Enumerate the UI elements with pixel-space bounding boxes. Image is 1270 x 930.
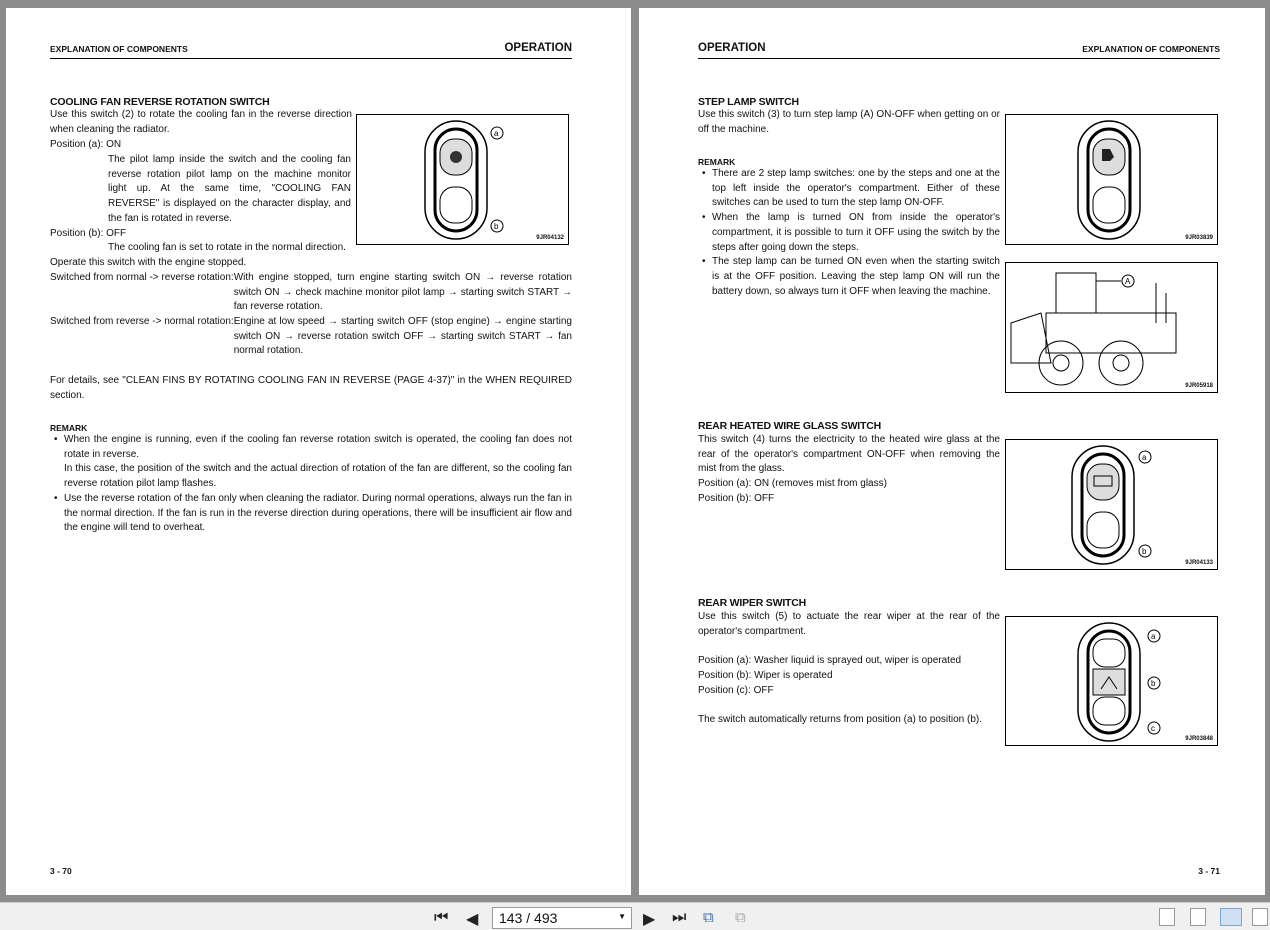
figure-code: 9JR03848	[1185, 736, 1213, 742]
svg-text:a: a	[494, 129, 499, 138]
position-b-text: The cooling fan is set to rotate in the normal direction.	[108, 242, 346, 253]
header-rule	[698, 58, 1220, 59]
rear-heated-position-b: Position (b): OFF	[698, 493, 775, 504]
svg-text:b: b	[1151, 679, 1156, 688]
section-title: COOLING FAN REVERSE ROTATION SWITCH	[50, 96, 270, 108]
wiper-switch-icon	[1006, 617, 1217, 745]
intro-text: Use this switch (2) to rotate the cooling fan in the reverse direction when cleaning the radiator.	[50, 109, 352, 135]
figure-code: 9JR04133	[1185, 560, 1213, 566]
last-page-button[interactable]: ⏭	[672, 909, 687, 926]
switch-figure	[356, 114, 569, 245]
remark-heading: REMARK	[50, 423, 88, 433]
rear-heated-title: REAR HEATED WIRE GLASS SWITCH	[698, 420, 882, 432]
procedure-label: Switched from reverse -> normal rotation:	[50, 316, 234, 327]
rear-wiper-position-c: Position (c): OFF	[698, 685, 774, 696]
rear-wiper-figure	[1005, 616, 1218, 746]
go-back-view-icon[interactable]: ⧉	[703, 909, 714, 926]
header-section: EXPLANATION OF COMPONENTS	[1082, 44, 1220, 54]
header-chapter: OPERATION	[504, 42, 572, 54]
remark-item: • The step lamp can be turned ON even when the starting switch is at the OFF position. Leaving the step lamp ON will run the battery down, so always turn it OFF when leaving the machine.	[698, 255, 1000, 299]
step-switch-figure	[1005, 114, 1218, 245]
rear-wiper-position-a: Position (a): Washer liquid is sprayed out, wiper is operated	[698, 655, 962, 666]
remark-list	[698, 167, 1000, 299]
figure-callout: A	[1125, 277, 1131, 286]
rocker-switch-icon	[357, 115, 568, 244]
remark-heading: REMARK	[698, 157, 736, 167]
position-a-label: Position (a): ON	[50, 139, 122, 150]
svg-text:b: b	[1142, 547, 1147, 556]
svg-text:c: c	[1151, 724, 1155, 733]
remark-list	[50, 433, 572, 536]
remark-item: • Use the reverse rotation of the fan only when cleaning the radiator. During normal operations, always run the fan in the normal direction. If the fan is run in the reverse direction during operations, there will be insufficient air flow and the engine will tend to overheat.	[50, 492, 572, 536]
header-rule	[50, 58, 572, 59]
rear-wiper-title: REAR WIPER SWITCH	[698, 597, 807, 609]
switch-procedure-1	[50, 271, 572, 315]
figure-code: 9JR05918	[1185, 383, 1213, 389]
position-b-label: Position (b): OFF	[50, 228, 127, 239]
single-page-view-button[interactable]	[1159, 908, 1175, 926]
header-chapter: OPERATION	[698, 42, 766, 54]
viewer-toolbar	[0, 902, 1270, 930]
previous-page-button[interactable]: ◀	[466, 911, 479, 928]
left-page	[6, 8, 631, 895]
rear-heated-intro: This switch (4) turns the electricity to the heated wire glass at the rear of the operator's compartment ON-OFF when removing the mist from the glass.	[698, 434, 1000, 475]
page-indicator: 143 / 493	[499, 910, 558, 926]
remark-item: • When the lamp is turned ON from inside the operator's compartment, it is possible to turn it OFF using the switch by the steps after going down the steps.	[698, 211, 1000, 255]
go-forward-view-icon[interactable]: ⧉	[735, 909, 746, 926]
procedure-text: Engine at low speed → starting switch OFF (stop engine) → engine starting switch ON → reverse rotation switch OFF → starting switch START → fan normal rotation.	[233, 316, 572, 357]
first-page-button[interactable]: ⏮	[434, 909, 449, 926]
rear-heated-figure	[1005, 439, 1218, 570]
two-page-continuous-view-button[interactable]	[1252, 908, 1268, 926]
figure-code: 9JR04132	[536, 235, 564, 241]
procedure-label: Switched from normal -> reverse rotation:	[50, 272, 234, 283]
svg-text:b: b	[494, 222, 499, 231]
procedure-text: With engine stopped, turn engine starting switch ON → reverse rotation switch ON → check machine monitor pilot lamp → starting switch START → fan reverse rotation.	[233, 272, 572, 313]
remark-item: • When the engine is running, even if the cooling fan reverse rotation switch is operated, the cooling fan does not rotate in reverse.	[50, 433, 572, 462]
machine-figure	[1005, 262, 1218, 393]
page-number: 3 - 71	[1198, 866, 1220, 876]
step-lamp-intro: Use this switch (3) to turn step lamp (A) ON-OFF when getting on or off the machine.	[698, 109, 1000, 135]
wheel-loader-illustration	[1006, 263, 1217, 392]
page-number: 3 - 70	[50, 866, 72, 876]
svg-text:a: a	[1142, 453, 1147, 462]
right-page	[639, 8, 1265, 895]
header-section: EXPLANATION OF COMPONENTS	[50, 44, 188, 54]
rear-wiper-intro: Use this switch (5) to actuate the rear wiper at the rear of the operator's compartment.	[698, 611, 1000, 637]
rear-wiper-position-b: Position (b): Wiper is operated	[698, 670, 833, 681]
step-lamp-switch-icon	[1006, 115, 1217, 244]
figure-code: 9JR03839	[1185, 235, 1213, 241]
rear-heated-position-a: Position (a): ON (removes mist from glass)	[698, 478, 887, 489]
chevron-down-icon: ▼	[618, 912, 626, 921]
switch-procedure-2	[50, 315, 572, 359]
remark-item: • There are 2 step lamp switches: one by the steps and one at the top left inside the operator's compartment. Either of these switches can be used to turn the step lamp ON-OFF.	[698, 167, 1000, 211]
next-page-button[interactable]: ▶	[643, 911, 656, 928]
position-a-text: The pilot lamp inside the switch and the cooling fan reverse rotation pilot lamp on the machine monitor light up. At the same time, "COOLING FAN REVERSE" is displayed on the character display, and the fan is rotated in reverse.	[108, 154, 351, 224]
page-selector[interactable]	[492, 907, 632, 929]
heated-glass-switch-icon	[1006, 440, 1217, 569]
step-lamp-title: STEP LAMP SWITCH	[698, 96, 799, 108]
details-text: For details, see "CLEAN FINS BY ROTATING COOLING FAN IN REVERSE (PAGE 4-37)" in the WHEN REQUIRED section.	[50, 375, 572, 401]
remark-item-continued: In this case, the position of the switch and the actual direction of rotation of the fan are different, so the cooling fan reverse rotation pilot lamp flashes.	[64, 463, 572, 490]
operate-note: Operate this switch with the engine stopped.	[50, 257, 247, 268]
two-page-view-button[interactable]	[1220, 908, 1242, 926]
continuous-view-button[interactable]	[1190, 908, 1206, 926]
svg-text:a: a	[1151, 632, 1156, 641]
rear-wiper-note: The switch automatically returns from position (a) to position (b).	[698, 714, 982, 725]
